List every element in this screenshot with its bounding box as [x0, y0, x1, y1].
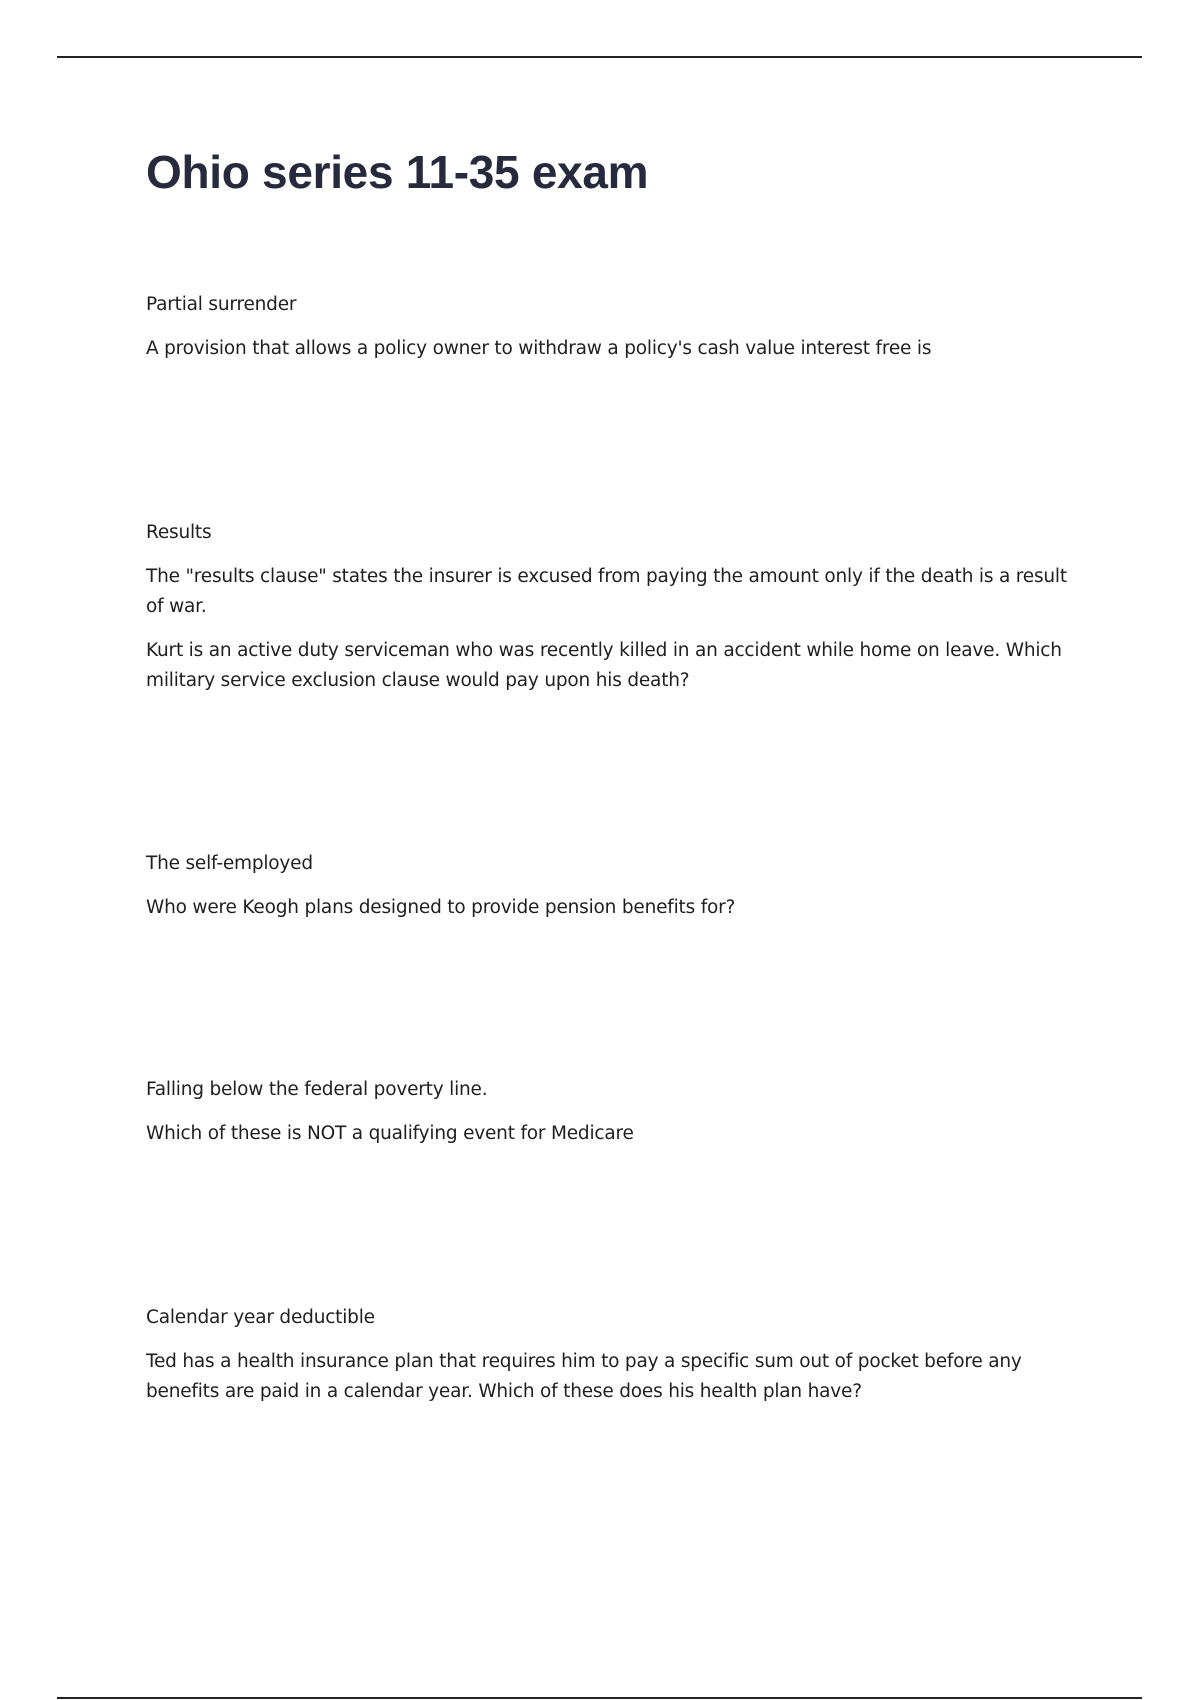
flashcard-answer: Falling below the federal poverty line.: [146, 1079, 488, 1100]
flashcard-explanation: The "results clause" states the insurer is excused from paying the amount only if the death is a result of war.: [146, 566, 1067, 617]
flashcard-question: Ted has a health insurance plan that requires him to pay a specific sum out of pocket before any benefits are paid in a calendar year. Which of these does his health plan have?: [146, 1351, 1022, 1402]
flashcard: [146, 1075, 1086, 1163]
flashcard-answer: Partial surrender: [146, 294, 297, 315]
flashcard-answer: The self-employed: [146, 853, 313, 874]
page-title: Ohio series 11-35 exam: [146, 146, 649, 198]
flashcard: [146, 849, 1086, 937]
flashcard: [146, 290, 1086, 378]
flashcard-question: A provision that allows a policy owner to withdraw a policy's cash value interest free is: [146, 338, 932, 359]
flashcard-answer: Results: [146, 522, 212, 543]
footer-rule: [57, 1697, 1142, 1699]
flashcard: [146, 518, 1086, 710]
flashcard-question: Who were Keogh plans designed to provide pension benefits for?: [146, 897, 736, 918]
flashcard-question: Kurt is an active duty serviceman who was recently killed in an accident while home on leave. Which military service exclusion clause would pay upon his death?: [146, 640, 1062, 691]
flashcard-answer: Calendar year deductible: [146, 1307, 375, 1328]
header-rule: [57, 56, 1142, 58]
flashcard: [146, 1303, 1086, 1421]
flashcard-question: Which of these is NOT a qualifying event for Medicare: [146, 1123, 634, 1144]
